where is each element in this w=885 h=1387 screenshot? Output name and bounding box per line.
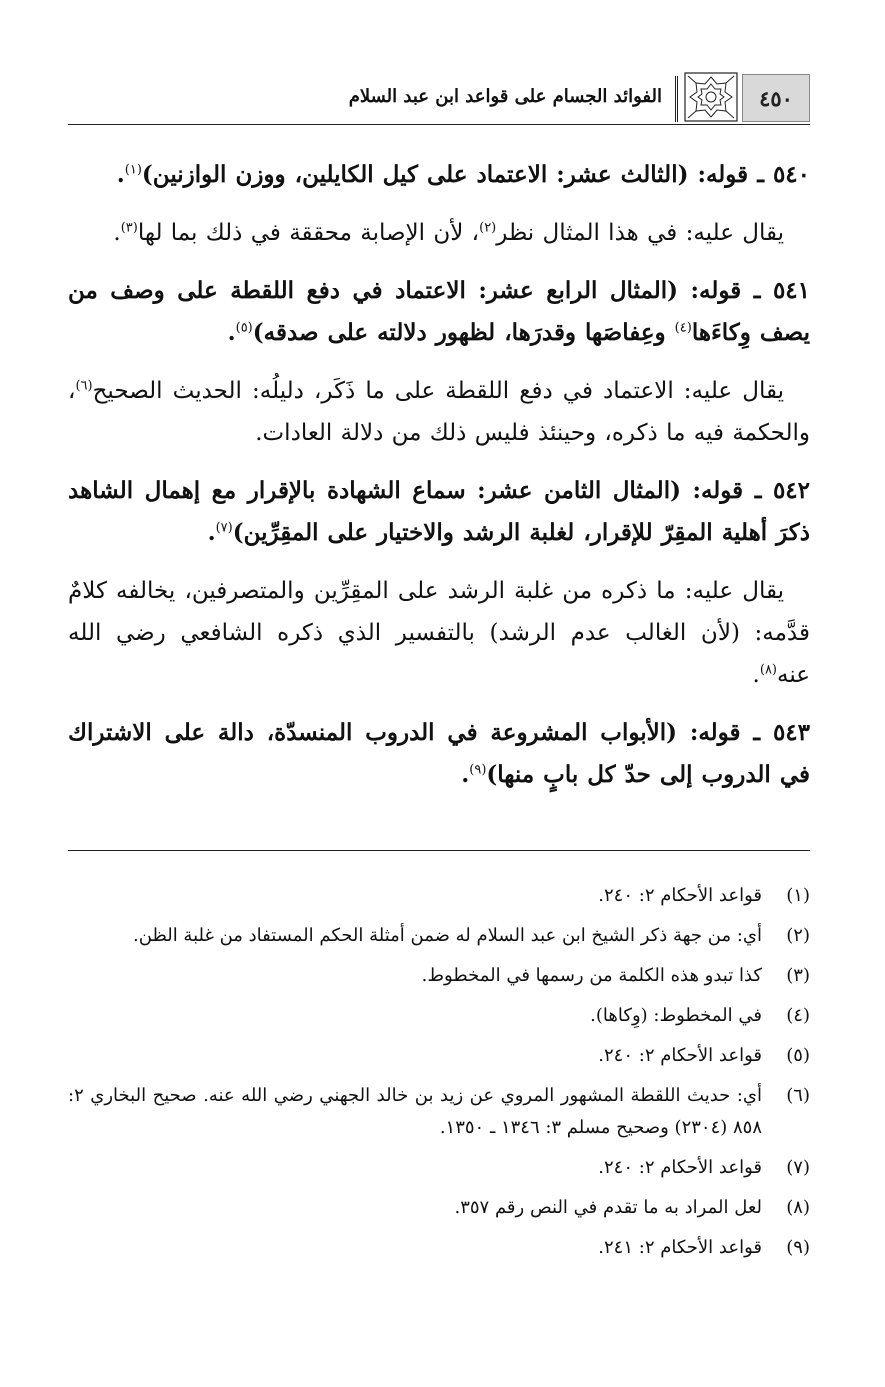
footnote-2: (٢) أي: من جهة ذكر الشيخ ابن عبد السلام له ضمن أمثلة الحكم المستفاد من غلبة الظن. xyxy=(133,925,810,946)
footnote-6: (٦) أي: حديث اللقطة المشهور المروي عن زيد بن خالد الجهني رضي الله عنه. صحيح البخاري ٢: ٨٥٨ (٢٣٠٤) وصحيح مسلم ٣: ١٣٤٦ ـ ١٣٥٠. xyxy=(68,1085,810,1138)
main-text xyxy=(68,154,810,812)
footnotes xyxy=(68,880,810,1272)
footnote-1: (١) قواعد الأحكام ٢: ٢٤٠. xyxy=(598,885,810,906)
running-title: الفوائد الجسام على قواعد ابن عبد السلام xyxy=(348,86,662,107)
paragraph-540-comment: يقال عليه: في هذا المثال نظر$^{(٢)}$، لأن الإصابة محققة في ذلك بما لها$^{(٣)}$. xyxy=(113,220,784,246)
footnote-separator xyxy=(68,850,810,851)
paragraph-542-comment: يقال عليه: ما ذكره من غلبة الرشد على المقِرِّين والمتصرفين، يخالفه كلامٌ قدَّمه: (لأن الغالب عدم الرشد) بالتفسير الذي ذكره الشافعي رضي الله عنه$^{(٨)}$. xyxy=(68,578,810,688)
footnote-4: (٤) في المخطوط: (وِكاها). xyxy=(590,1005,810,1026)
ornament-icon xyxy=(684,72,738,122)
footnote-7: (٧) قواعد الأحكام ٢: ٢٤٠. xyxy=(598,1157,810,1178)
page-header xyxy=(68,72,810,128)
paragraph-542: ٥٤٢ ـ قوله: (المثال الثامن عشر: سماع الشهادة بالإقرار مع إهمال الشاهد ذكرَ أهلية المقِرّ للإقرار، لغلبة الرشد والاختيار على المقِرِّين)$^{(٧)}$. xyxy=(68,477,810,546)
footnote-3: (٣) كذا تبدو هذه الكلمة من رسمها في المخطوط. xyxy=(421,965,810,986)
paragraph-543: ٥٤٣ ـ قوله: (الأبواب المشروعة في الدروب المنسدّة، دالة على الاشتراك في الدروب إلى حدّ كل بابٍ منها)$^{(٩)}$. xyxy=(68,719,810,788)
footnote-9: (٩) قواعد الأحكام ٢: ٢٤١. xyxy=(598,1237,810,1258)
paragraph-541: ٥٤١ ـ قوله: (المثال الرابع عشر: الاعتماد في دفع اللقطة على وصف من يصف وِكاءَها$^{(٤)}$ وعِفاصَها وقدرَها، لظهور دلالته على صدقه)$^{(٥)}$. xyxy=(68,277,810,346)
header-divider xyxy=(675,76,678,122)
header-rule xyxy=(68,124,810,125)
page-number: ٤٥٠ xyxy=(742,74,810,122)
paragraph-540: ٥٤٠ ـ قوله: (الثالث عشر: الاعتماد على كيل الكايلين، ووزن الوازنين)$^{(١)}$. xyxy=(116,161,810,188)
paragraph-541-comment: يقال عليه: الاعتماد في دفع اللقطة على ما ذَكَر، دليلُه: الحديث الصحيح$^{(٦)}$، والحكمة فيه ما ذكره، وحينئذ فليس ذلك من دلالة العادات. xyxy=(68,378,810,446)
footnote-8: (٨) لعل المراد به ما تقدم في النص رقم ٣٥٧. xyxy=(454,1197,810,1218)
footnote-5: (٥) قواعد الأحكام ٢: ٢٤٠. xyxy=(598,1045,810,1066)
